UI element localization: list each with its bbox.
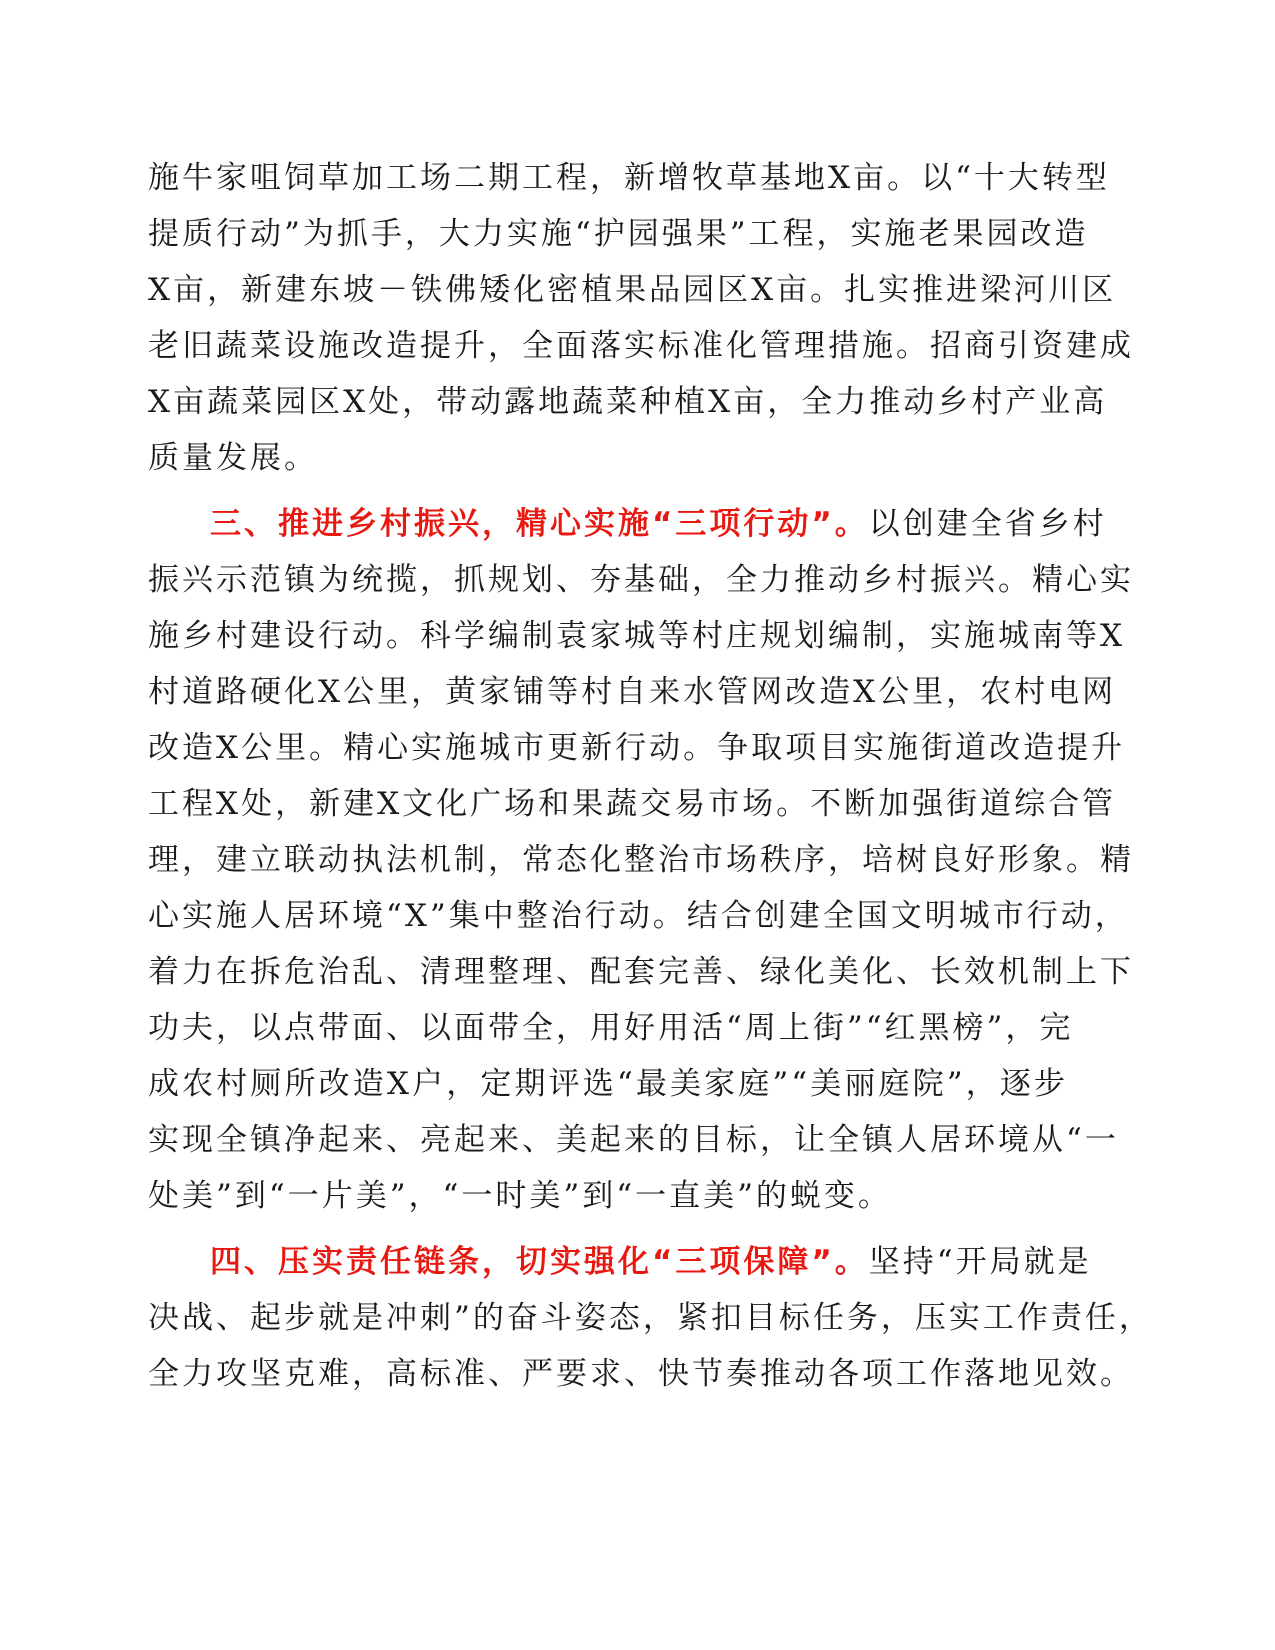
- text-line: 村道路硬化X公里，黄家铺等村自来水管网改造X公里，农村电网: [148, 674, 1117, 710]
- text-run: 坚持“开局就是: [868, 1244, 1092, 1280]
- text-line: 改造X公里。精心实施城市更新行动。争取项目实施街道改造提升: [148, 730, 1126, 766]
- text-line: 着力在拆危治乱、清理整理、配套完善、绿化美化、长效机制上下: [148, 954, 1134, 990]
- text-line: 实现全镇净起来、亮起来、美起来的目标，让全镇人居环境从“一: [148, 1122, 1119, 1158]
- text-line: 理，建立联动执法机制，常态化整治市场秩序，培树良好形象。精: [148, 842, 1134, 878]
- text-line: 处美”到“一片美”，“一时美”到“一直美”的蜕变。: [148, 1178, 892, 1214]
- paragraph-responsibility: [148, 1234, 1153, 1402]
- section-heading-4: 四、压实责任链条，切实强化“三项保障”。: [210, 1244, 869, 1280]
- paragraph-first-line: [148, 1234, 1092, 1290]
- paragraph-industry: [148, 150, 1134, 486]
- text-line: 全力攻坚克难，高标准、严要求、快节奏推动各项工作落地见效。: [148, 1356, 1134, 1392]
- text-line: 功夫，以点带面、以面带全，用好用活“周上街”“红黑榜”，完: [148, 1010, 1074, 1046]
- text-line: 施乡村建设行动。科学编制袁家城等村庄规划编制，实施城南等X: [148, 618, 1126, 654]
- section-heading-3: 三、推进乡村振兴，精心实施“三项行动”。: [210, 506, 869, 542]
- paragraph-first-line: [148, 496, 1107, 552]
- text-line: X亩蔬菜园区X处，带动露地蔬菜种植X亩，全力推动乡村产业高: [148, 384, 1108, 420]
- text-line: 施牛家咀饲草加工场二期工程，新增牧草基地X亩。以“十大转型: [148, 160, 1110, 196]
- text-line: 质量发展。: [148, 440, 318, 476]
- text-run: 以创建全省乡村: [868, 506, 1107, 542]
- text-line: 老旧蔬菜设施改造提升，全面落实标准化管理措施。招商引资建成: [148, 328, 1134, 364]
- text-line: 成农村厕所改造X户，定期评选“最美家庭”“美丽庭院”，逐步: [148, 1066, 1068, 1102]
- text-line: 振兴示范镇为统揽，抓规划、夯基础，全力推动乡村振兴。精心实: [148, 562, 1134, 598]
- text-line: 提质行动”为抓手，大力实施“护园强果”工程，实施老果园改造: [148, 216, 1089, 252]
- text-line: 工程X处，新建X文化广场和果蔬交易市场。不断加强街道综合管: [148, 786, 1117, 822]
- text-line: 决战、起步就是冲刺”的奋斗姿态，紧扣目标任务，压实工作责任，: [148, 1300, 1153, 1336]
- paragraph-gap: [148, 486, 1068, 496]
- paragraph-gap: [148, 1224, 1068, 1234]
- document-body: [148, 150, 1153, 1402]
- text-line: X亩，新建东坡－铁佛矮化密植果品园区X亩。扎实推进梁河川区: [148, 272, 1117, 308]
- paragraph-rural-revitalization: [148, 496, 1134, 1224]
- text-line: 心实施人居环境“X”集中整治行动。结合创建全国文明城市行动，: [148, 898, 1129, 934]
